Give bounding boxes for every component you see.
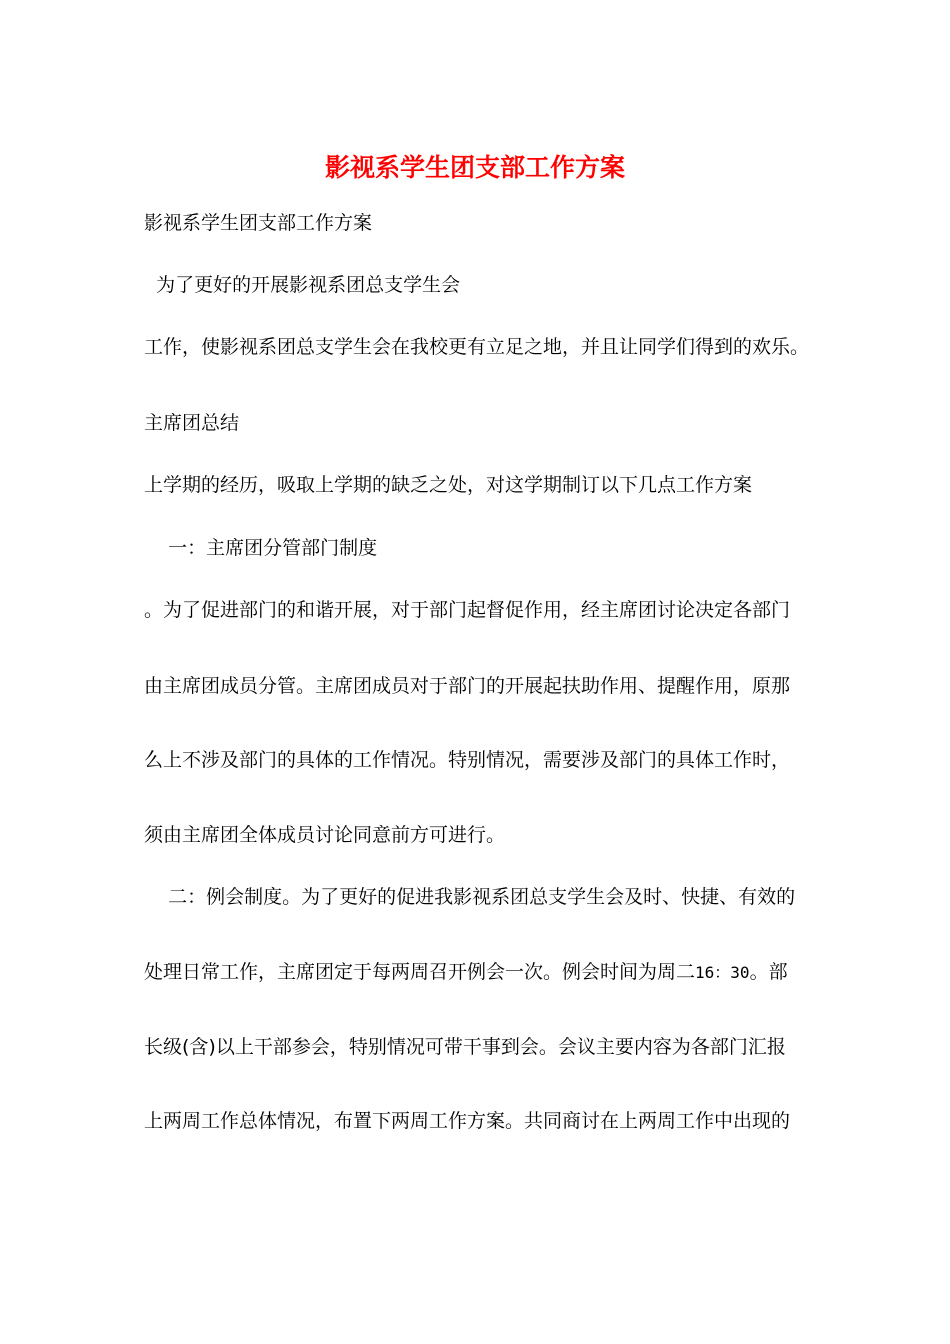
paragraph-line: 由主席团成员分管。主席团成员对于部门的开展起扶助作用、提醒作用，原那 <box>144 675 791 697</box>
text-segment: 处理日常工作，主席团定于每两周召开例会一次。例会时间为周二 <box>144 961 696 983</box>
meeting-time: 16：30 <box>695 963 750 982</box>
subtitle-line: 影视系学生团支部工作方案 <box>144 212 373 234</box>
paragraph-line: 长级(含)以上干部参会，特别情况可带干事到会。会议主要内容为各部门汇报 <box>144 1036 786 1058</box>
paragraph-line: 为了更好的开展影视系团总支学生会 <box>144 274 461 296</box>
document-title: 影视系学生团支部工作方案 <box>324 153 625 182</box>
paragraph-line: 上学期的经历，吸取上学期的缺乏之处，对这学期制订以下几点工作方案 <box>144 474 753 496</box>
paragraph-line: 工作，使影视系团总支学生会在我校更有立足之地，并且让同学们得到的欢乐。 <box>144 336 810 358</box>
section-heading-2: 二：例会制度。为了更好的促进我影视系团总支学生会及时、快捷、有效的 <box>144 886 796 908</box>
paragraph-line: 么上不涉及部门的具体的工作情况。特别情况，需要涉及部门的具体工作时， <box>144 749 791 771</box>
paragraph-line-with-time <box>144 957 824 988</box>
section-heading: 主席团总结 <box>144 412 240 434</box>
paragraph-line: 须由主席团全体成员讨论同意前方可进行。 <box>144 824 506 846</box>
paragraph-line: 上两周工作总体情况，布置下两周工作方案。共同商讨在上两周工作中出现的 <box>144 1110 791 1132</box>
section-heading-1: 一：主席团分管部门制度 <box>144 537 378 559</box>
paragraph-line: 。为了促进部门的和谐开展，对于部门起督促作用，经主席团讨论决定各部门 <box>144 599 791 621</box>
text-segment: 。部 <box>749 961 788 983</box>
